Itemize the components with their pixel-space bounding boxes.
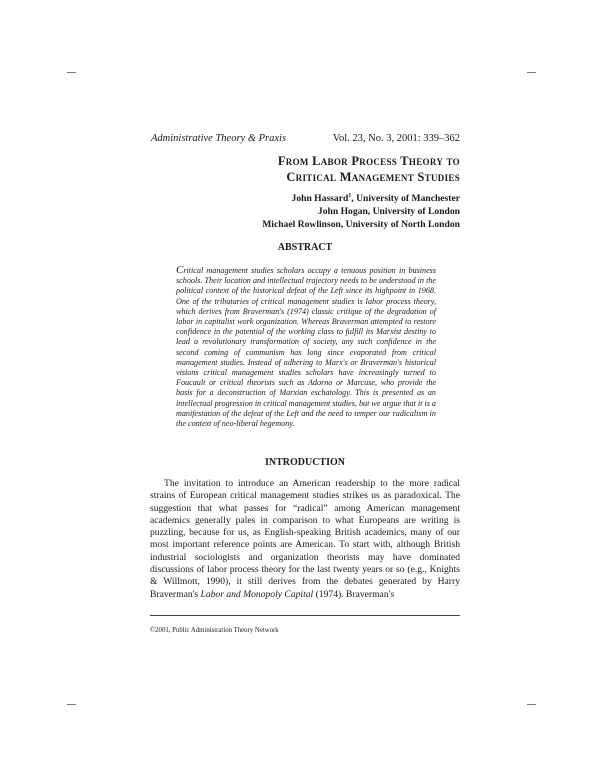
author-2: [150, 206, 460, 217]
author-1: [150, 193, 460, 204]
abstract-body: ritical management studies scholars occupy a tenuous position in business schools. Their location and intellectual trajectory needs to be understood in the political context of the historical defeat of the Left since its highpoint in 1968. One of the tributaries of critical management studies is labor process theory, which derives from Braverman's (1974) classic critique of the degradation of labor in capitalist work organization. Whereas Braverman attempted to restore confidence in the potential of the working class to fulfill its Marxist destiny to lead a revolutionary transformation of society, any such confidence in the second coming of communism has long since evaporated from critical management studies. Instead of adhering to Marx's or Braverman's historical visions critical management studies scholars have increasingly turned to Foucault or critical theorists such as Adorno or Marcuse, who provide the basis for a deconstruction of Marxian eschatology. This is presented as an intellectual progression in critical management studies, but we argue that it is a manifestation of the defeat of the Left and the need to temper our radicalism in the context of neo-liberal hegemony.: [176, 266, 436, 429]
author-3: [150, 219, 460, 230]
author-name: Michael Rowlinson: [262, 219, 341, 230]
author-affiliation: , University of Manchester: [351, 193, 460, 205]
intro-text: The invitation to introduce an American readership to the more radical strains of European critical management studies strikes us as paradoxical. The suggestion that what passes for “radical” among American management academics generally pales in comparison to what Europeans are writing is puzzling, because for us, as English-speaking British academics, many of our most important reference points are American. To start with, although British industrial sociologists and organization theorists may have dominated discussions of labor process theory for the last twenty years or so (e.g., Knights & Willmott, 1990), it still derives from the debates generated by Harry Braverman's: [150, 478, 460, 600]
volume-info: Vol. 23, No. 3, 2001: 339–362: [332, 133, 460, 144]
footnote-rule: [150, 615, 460, 616]
abstract-dropcap: C: [176, 264, 184, 276]
author-name: John Hogan: [317, 206, 368, 217]
crop-mark-top-left: [67, 72, 76, 73]
author-affiliation: , University of North London: [340, 219, 460, 230]
introduction-heading: INTRODUCTION: [264, 457, 345, 468]
author-affiliation: , University of London: [367, 206, 460, 217]
title-line-1: From Labor Process Theory to: [277, 154, 460, 168]
abstract-heading: ABSTRACT: [277, 242, 333, 253]
introduction-paragraph: [150, 478, 460, 601]
copyright-footnote: ©2001, Public Administration Theory Network: [150, 627, 279, 634]
journal-name: Administrative Theory & Praxis: [151, 133, 287, 144]
crop-mark-top-right: [527, 72, 536, 73]
author-name: John Hassard: [291, 193, 349, 205]
book-title: Labor and Monopoly Capital: [200, 588, 314, 600]
intro-text-end: (1974). Braverman's: [313, 588, 395, 600]
title-line-2: Critical Management Studies: [286, 170, 460, 184]
abstract-text: [176, 265, 436, 429]
crop-mark-bottom-left: [67, 704, 76, 705]
author-footnote-marker: 1: [348, 193, 352, 199]
crop-mark-bottom-right: [527, 704, 536, 705]
